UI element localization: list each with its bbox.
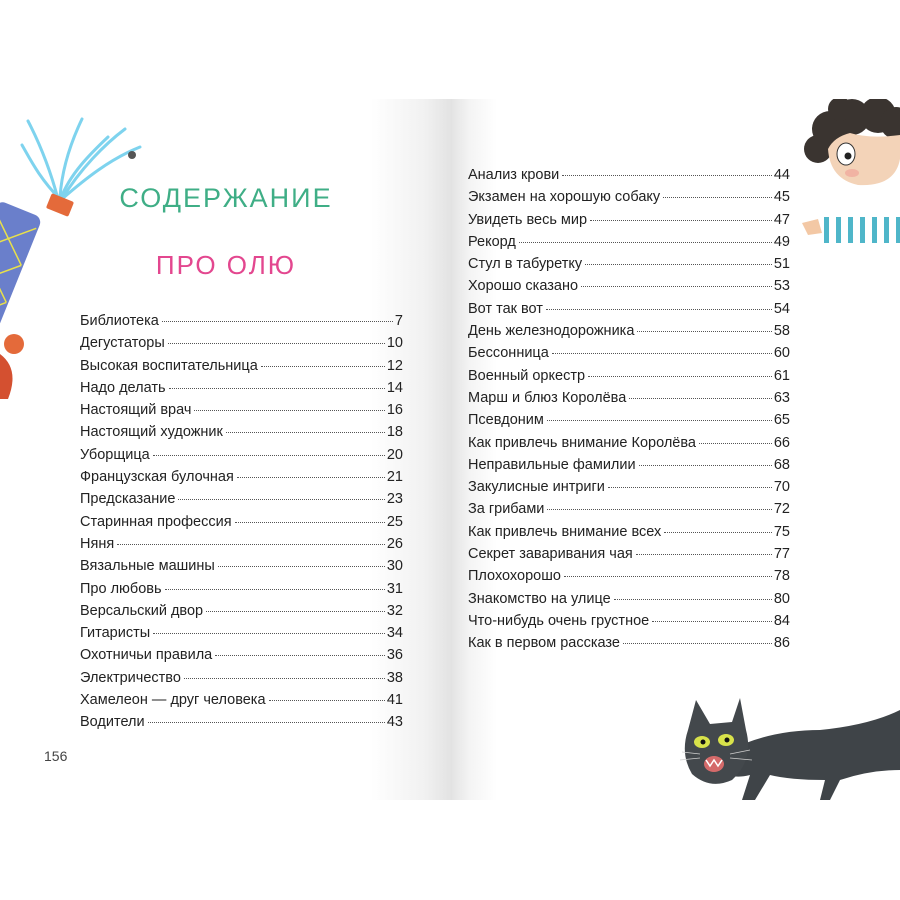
toc-entry-title: Версальский двор <box>80 602 204 619</box>
toc-list-left <box>80 313 403 737</box>
contents-title: СОДЕРЖАНИЕ <box>119 183 333 213</box>
toc-leader-dots <box>117 544 385 545</box>
page-number: 156 <box>44 748 68 764</box>
toc-entry-title: Про любовь <box>80 580 162 597</box>
toc-leader-dots <box>623 643 772 644</box>
toc-entry-page: 43 <box>386 714 403 731</box>
toc-entry-title: Высокая воспитательница <box>80 357 258 374</box>
toc-entry <box>80 313 403 335</box>
toc-entry <box>80 670 403 692</box>
toc-entry <box>468 613 790 635</box>
toc-entry <box>80 558 403 580</box>
toc-entry-title: Анализ крови <box>468 167 560 183</box>
toc-entry-title: Библиотека <box>80 313 159 329</box>
toc-entry <box>80 424 403 446</box>
toc-entry-page: 12 <box>386 357 403 374</box>
toc-entry-page: 84 <box>773 612 790 629</box>
toc-entry-page: 86 <box>773 635 790 652</box>
toc-entry-title: Уборщица <box>80 446 150 463</box>
toc-entry-title: Няня <box>80 535 115 552</box>
toc-entry-title: Как привлечь внимание всех <box>468 523 662 540</box>
toc-entry-title: Французская булочная <box>80 469 234 486</box>
toc-entry <box>468 524 790 546</box>
toc-entry-page: 7 <box>394 313 403 329</box>
toc-entry <box>80 358 403 380</box>
toc-entry-page: 32 <box>386 602 403 619</box>
toc-entry-title: Неправильные фамилии <box>468 456 636 473</box>
toc-leader-dots <box>585 264 772 265</box>
toc-entry-title: Секрет заваривания чая <box>468 546 633 563</box>
toc-entry-title: Хамелеон — друг человека <box>80 692 266 709</box>
toc-entry-page: 65 <box>773 412 790 429</box>
toc-entry-page: 51 <box>773 256 790 273</box>
toc-entry-title: Старинная профессия <box>80 513 232 530</box>
toc-entry-page: 18 <box>386 424 403 441</box>
toc-entry <box>468 212 790 234</box>
toc-leader-dots <box>552 353 772 354</box>
toc-entry-page: 31 <box>386 580 403 597</box>
toc-entry <box>468 368 790 390</box>
toc-leader-dots <box>546 309 772 310</box>
toc-entry-page: 72 <box>773 501 790 518</box>
toc-entry-title: Вязальные машины <box>80 558 215 575</box>
toc-entry-page: 61 <box>773 367 790 384</box>
toc-entry-page: 14 <box>386 379 403 396</box>
toc-leader-dots <box>226 432 385 433</box>
toc-entry <box>468 345 790 367</box>
toc-leader-dots <box>590 220 772 221</box>
toc-entry <box>468 479 790 501</box>
toc-entry-page: 38 <box>386 669 403 686</box>
toc-leader-dots <box>547 420 772 421</box>
toc-entry-page: 25 <box>386 513 403 530</box>
toc-entry-page: 58 <box>773 323 790 340</box>
toc-entry-title: Плохохорошо <box>468 568 561 585</box>
toc-leader-dots <box>636 554 772 555</box>
toc-entry <box>468 323 790 345</box>
toc-entry-title: Увидеть весь мир <box>468 211 588 228</box>
toc-leader-dots <box>639 465 772 466</box>
section-title: ПРО ОЛЮ <box>155 250 297 280</box>
toc-entry <box>468 234 790 256</box>
toc-leader-dots <box>608 487 772 488</box>
toc-entry <box>80 514 403 536</box>
toc-entry-page: 68 <box>773 456 790 473</box>
toc-entry-page: 16 <box>386 402 403 419</box>
toc-leader-dots <box>699 443 772 444</box>
toc-entry-page: 75 <box>773 523 790 540</box>
toc-leader-dots <box>165 589 385 590</box>
toc-entry-title: Дегустаторы <box>80 335 165 352</box>
toc-entry-title: Что-нибудь очень грустное <box>468 612 650 629</box>
toc-entry-page: 54 <box>773 300 790 317</box>
toc-entry <box>80 380 403 402</box>
toc-leader-dots <box>614 599 772 600</box>
toc-entry <box>468 167 790 189</box>
toc-leader-dots <box>184 678 385 679</box>
toc-entry-page: 41 <box>386 692 403 709</box>
toc-leader-dots <box>588 376 772 377</box>
toc-entry-title: Настоящий врач <box>80 402 192 419</box>
toc-entry-page: 20 <box>386 446 403 463</box>
toc-entry <box>468 256 790 278</box>
toc-entry-page: 49 <box>773 233 790 250</box>
toc-leader-dots <box>169 388 385 389</box>
toc-entry-page: 30 <box>386 558 403 575</box>
toc-leader-dots <box>663 197 772 198</box>
toc-entry-title: Марш и блюз Королёва <box>468 389 627 406</box>
toc-entry-title: Электричество <box>80 669 181 686</box>
toc-entry <box>468 457 790 479</box>
toc-entry <box>468 568 790 590</box>
toc-leader-dots <box>629 398 772 399</box>
toc-entry-title: Псевдоним <box>468 412 544 429</box>
toc-entry <box>468 501 790 523</box>
toc-entry-title: Водители <box>80 714 145 731</box>
toc-entry-page: 78 <box>773 568 790 585</box>
toc-leader-dots <box>162 321 393 322</box>
toc-entry-title: Охотничьи правила <box>80 647 213 664</box>
toc-entry-title: День железнодорожника <box>468 323 635 340</box>
toc-list-right <box>468 167 790 658</box>
toc-entry-page: 21 <box>386 469 403 486</box>
toc-entry <box>468 301 790 323</box>
right-page <box>452 99 900 800</box>
toc-entry-page: 44 <box>773 167 790 183</box>
toc-entry-title: Предсказание <box>80 491 176 508</box>
toc-leader-dots <box>562 175 772 176</box>
left-page <box>0 99 452 800</box>
toc-entry <box>468 412 790 434</box>
toc-entry-title: Гитаристы <box>80 625 151 642</box>
toc-leader-dots <box>519 242 772 243</box>
book-spread <box>0 99 900 800</box>
toc-entry <box>80 647 403 669</box>
toc-leader-dots <box>637 331 771 332</box>
toc-entry <box>468 591 790 613</box>
toc-entry-page: 70 <box>773 479 790 496</box>
toc-entry <box>468 390 790 412</box>
toc-leader-dots <box>153 455 385 456</box>
toc-entry-page: 36 <box>386 647 403 664</box>
toc-leader-dots <box>581 286 772 287</box>
toc-entry-page: 26 <box>386 535 403 552</box>
toc-entry-page: 66 <box>773 434 790 451</box>
toc-entry-page: 23 <box>386 491 403 508</box>
toc-entry-title: Как в первом рассказе <box>468 635 620 652</box>
toc-entry-title: Рекорд <box>468 233 516 250</box>
toc-entry <box>468 635 790 657</box>
toc-leader-dots <box>168 343 385 344</box>
toc-entry-title: Экзамен на хорошую собаку <box>468 189 661 206</box>
toc-leader-dots <box>547 509 771 510</box>
toc-leader-dots <box>218 566 385 567</box>
toc-entry-page: 34 <box>386 625 403 642</box>
toc-entry <box>468 278 790 300</box>
toc-entry <box>468 435 790 457</box>
toc-entry <box>80 714 403 736</box>
toc-entry <box>80 402 403 424</box>
toc-entry-title: Надо делать <box>80 379 166 396</box>
toc-leader-dots <box>148 722 385 723</box>
toc-entry <box>80 625 403 647</box>
toc-entry-page: 45 <box>773 189 790 206</box>
toc-entry-title: Военный оркестр <box>468 367 586 384</box>
toc-entry-title: Бессонница <box>468 345 549 362</box>
black-cat-illustration <box>680 690 900 800</box>
toc-entry <box>80 536 403 558</box>
toc-leader-dots <box>194 410 384 411</box>
toc-entry-title: Вот так вот <box>468 300 543 317</box>
toc-leader-dots <box>269 700 385 701</box>
toc-entry-title: Стул в табуретку <box>468 256 583 273</box>
toc-entry <box>80 335 403 357</box>
toc-leader-dots <box>178 499 384 500</box>
toc-entry-title: За грибами <box>468 501 545 518</box>
toc-entry <box>80 447 403 469</box>
toc-entry <box>80 581 403 603</box>
toc-leader-dots <box>652 621 772 622</box>
toc-entry-title: Настоящий художник <box>80 424 223 441</box>
toc-entry <box>468 189 790 211</box>
toc-leader-dots <box>237 477 385 478</box>
toc-entry <box>80 692 403 714</box>
toc-entry-page: 63 <box>773 389 790 406</box>
toc-entry-page: 77 <box>773 546 790 563</box>
toc-leader-dots <box>235 522 385 523</box>
toc-entry <box>80 469 403 491</box>
toc-entry <box>468 546 790 568</box>
toc-entry <box>80 603 403 625</box>
curly-boy-illustration <box>800 99 900 249</box>
toc-entry-title: Закулисные интриги <box>468 479 605 496</box>
toc-entry-page: 10 <box>386 335 403 352</box>
toc-leader-dots <box>215 655 385 656</box>
toc-entry-title: Знакомство на улице <box>468 590 611 607</box>
toc-entry-title: Хорошо сказано <box>468 278 579 295</box>
toc-leader-dots <box>261 366 385 367</box>
toc-entry-page: 60 <box>773 345 790 362</box>
toc-leader-dots <box>664 532 772 533</box>
toc-entry <box>80 491 403 513</box>
toc-entry-page: 53 <box>773 278 790 295</box>
toc-entry-page: 47 <box>773 211 790 228</box>
toc-leader-dots <box>564 576 772 577</box>
toc-entry-page: 80 <box>773 590 790 607</box>
toc-leader-dots <box>153 633 385 634</box>
toc-leader-dots <box>206 611 385 612</box>
toc-entry-title: Как привлечь внимание Королёва <box>468 434 696 451</box>
